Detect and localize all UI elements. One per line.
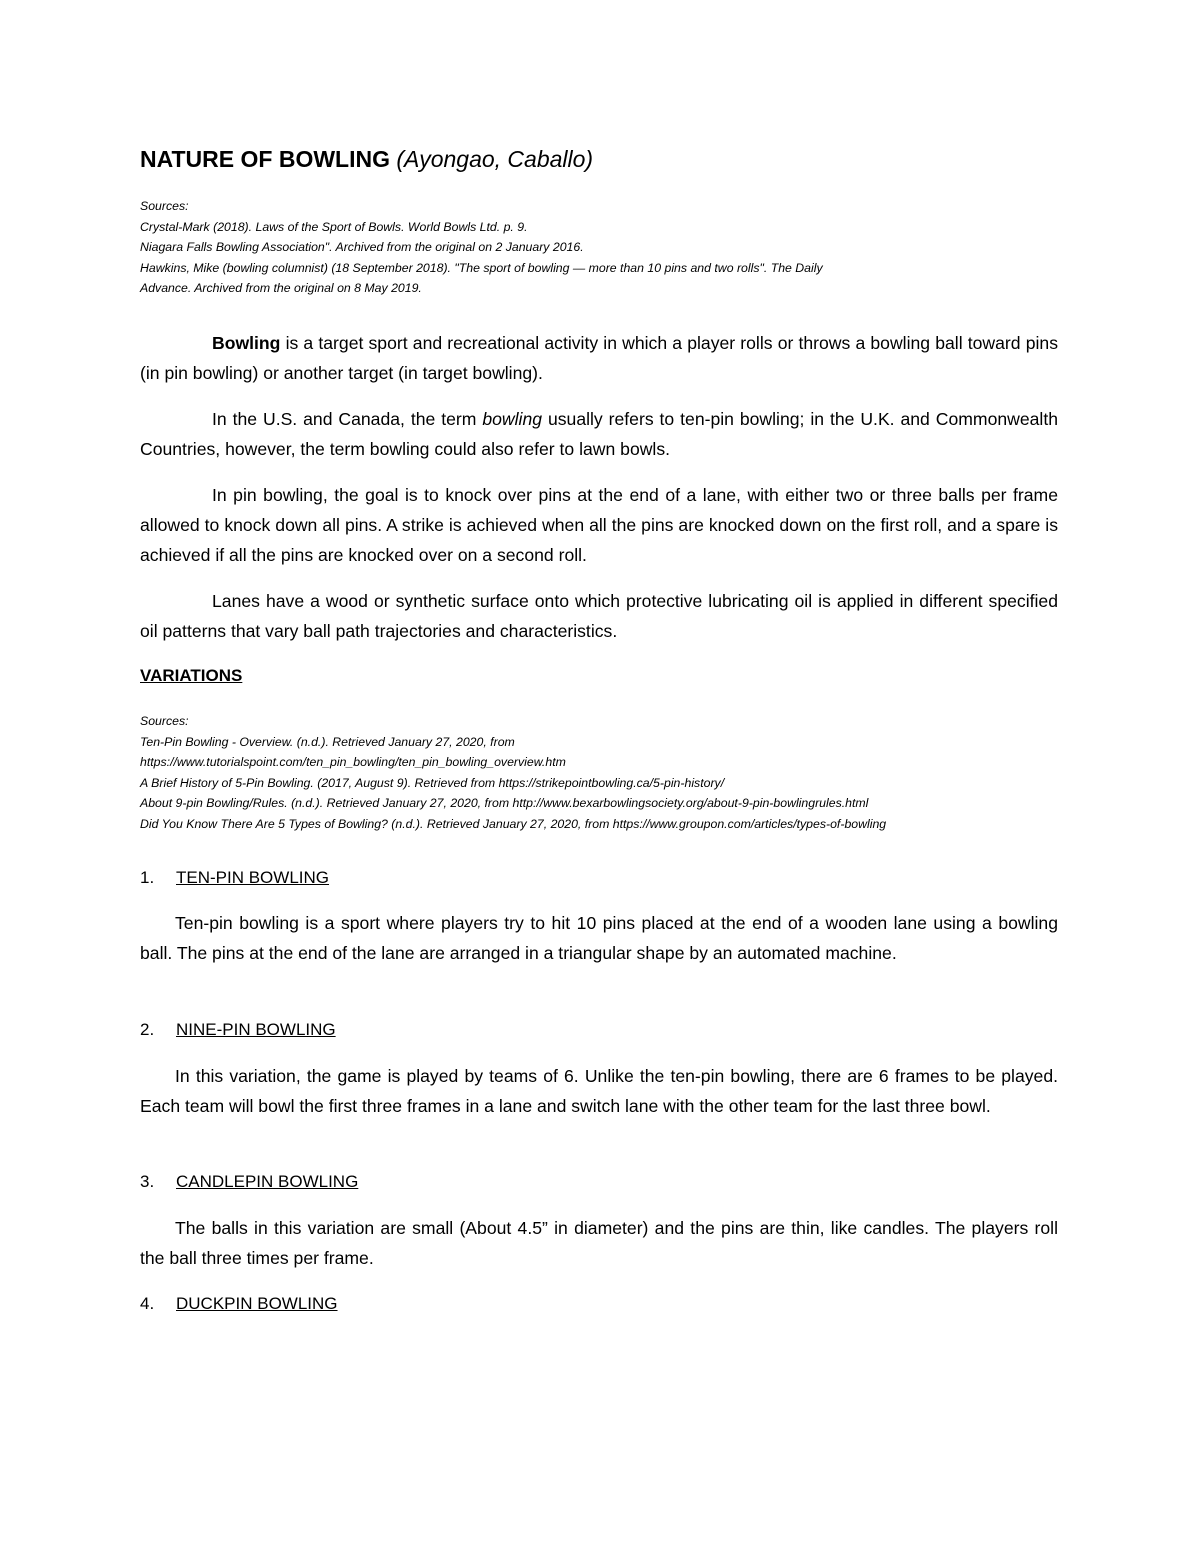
paragraph-text: is a target sport and recreational activity in which a player rolls or throws a bowling ball toward pins (in pin bowling) or another target (in target bowling). (140, 333, 1058, 383)
paragraph-text: Ten-pin bowling is a sport where players try to hit 10 pins placed at the end of a wooden lane using a bowling ball. The pins at the end of the lane are arranged in a triangular shape by an automated machine. (140, 913, 1058, 963)
source-line: A Brief History of 5-Pin Bowling. (2017, August 9). Retrieved from https://strikepointbowling.ca/5-pin-history/ (140, 775, 725, 790)
variation-text-nine-pin (140, 1061, 1058, 1121)
source-line: About 9-pin Bowling/Rules. (n.d.). Retrieved January 27, 2020, from http://www.bexarbowlingsociety.org/about-9-pin-bowlingrules.html (140, 796, 869, 811)
variations-sources (140, 711, 1070, 835)
variation-text-candlepin (140, 1213, 1058, 1273)
paragraph-text: In pin bowling, the goal is to knock over pins at the end of a lane, with either two or three balls per frame allowed to knock down all pins. A strike is achieved when all the pins are knocked down on the first roll, and a spare is achieved if all the pins are knocked over on a second roll. (140, 485, 1058, 565)
variation-title-ten-pin (140, 868, 329, 888)
variation-title-text: CANDLEPIN BOWLING (176, 1172, 359, 1191)
paragraph-definition (140, 328, 1058, 388)
paragraph-italic-term: bowling (482, 409, 543, 429)
paragraph-text: The balls in this variation are small (About 4.5” in diameter) and the pins are thin, like candles. The players roll the ball three times per frame. (140, 1218, 1058, 1268)
list-number: 2. (140, 1020, 155, 1039)
list-number: 1. (140, 868, 155, 887)
source-line: https://www.tutorialspoint.com/ten_pin_bowling/ten_pin_bowling_overview.htm (140, 755, 566, 770)
paragraph-text: In this variation, the game is played by teams of 6. Unlike the ten-pin bowling, there are 6 frames to be played. Each team will bowl the first three frames in a lane and switch lane with the other team for the last three bowl. (140, 1066, 1058, 1116)
variation-title-duckpin (140, 1294, 338, 1314)
variation-title-text: TEN-PIN BOWLING (176, 868, 330, 887)
paragraph-text: In the U.S. and Canada, the term (212, 409, 483, 429)
document-title (140, 146, 593, 173)
paragraph-pin-bowling-goal (140, 480, 1058, 570)
variation-title-text: DUCKPIN BOWLING (176, 1294, 338, 1313)
intro-sources (140, 196, 1070, 299)
list-number: 3. (140, 1172, 155, 1191)
source-line: Did You Know There Are 5 Types of Bowling? (n.d.). Retrieved January 27, 2020, from https://www.groupon.com/articles/types-of-bowling (140, 816, 887, 831)
source-line: Advance. Archived from the original on 8 May 2019. (140, 281, 422, 296)
paragraph-text: usually refers to ten-pin bowling; in the U.K. and Commonwealth Countries, however, the term bowling could also refer to lawn bowls. (140, 409, 1058, 459)
variation-text-ten-pin (140, 908, 1058, 968)
paragraph-lanes (140, 586, 1058, 646)
variation-title-nine-pin (140, 1020, 336, 1040)
paragraph-text: Lanes have a wood or synthetic surface onto which protective lubricating oil is applied in different specified oil patterns that vary ball path trajectories and characteristics. (140, 591, 1058, 641)
paragraph-regional-usage (140, 404, 1058, 464)
source-line: Ten-Pin Bowling - Overview. (n.d.). Retrieved January 27, 2020, from (140, 734, 515, 749)
sources-label: Sources: (140, 199, 189, 213)
title-authors: (Ayongao, Caballo) (396, 146, 594, 172)
variations-heading: VARIATIONS (140, 666, 243, 685)
sources-label: Sources: (140, 714, 189, 728)
list-number: 4. (140, 1294, 155, 1313)
source-line: Niagara Falls Bowling Association". Archived from the original on 2 January 2016. (140, 240, 584, 255)
source-line: Crystal-Mark (2018). Laws of the Sport of Bowls. World Bowls Ltd. p. 9. (140, 219, 528, 234)
title-main: NATURE OF BOWLING (140, 146, 390, 172)
variation-title-text: NINE-PIN BOWLING (176, 1020, 336, 1039)
paragraph-bold-term: Bowling (212, 333, 281, 353)
variation-title-candlepin (140, 1172, 358, 1192)
source-line: Hawkins, Mike (bowling columnist) (18 September 2018). "The sport of bowling — more than 10 pins and two rolls". The Daily (140, 260, 823, 275)
